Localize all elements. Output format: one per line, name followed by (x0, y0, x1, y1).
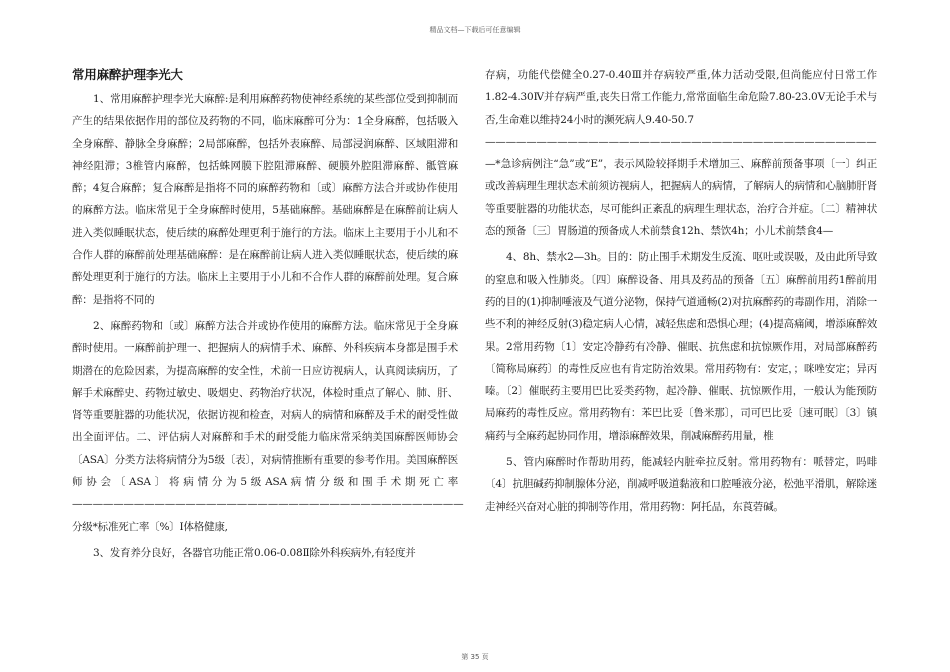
paragraph-4: 4、8h、禁水2—3h。目的：防止围手术期发生反流、呕吐或误吸，及由此所导致的窒息和吸入性肺炎。〔四〕麻醉设备、用具及药品的预备〔五〕麻醉前用药1醉前用药的目的(1)抑制唾液及气道分泌物，保持气道通畅(2)对抗麻醉药的毒副作用，消除一些不利的神经反射(3)稳定病人心情，减轻焦虑和恐惧心理；(4)提高痛阈，增添麻醉效果。2常用药物〔1〕安定冷静药有冷静、催眠、抗焦虑和抗惊厥作用，对局部麻醉药〔简称局麻药〕的毒性反应也有肯定防治效果。常用药物有：安定，；咪唑安定；异丙嗪。〔2〕催眠药主要用巴比妥类药物，起冷静、催眠、抗惊厥作用，一般认为能预防局麻药的毒性反应。常用药物有：苯巴比妥〔鲁米那〕，司可巴比妥〔速可眠〕〔3〕镇痛药与全麻药起协同作用，增添麻醉效果，削减麻醉药用量，椎 (485, 251, 877, 442)
left-column (72, 64, 464, 564)
paragraph-2: 2、麻醉药物和〔或〕麻醉方法合并或协作使用的麻醉方法。临床常见于全身麻醉时使用。一麻醉前护理一、把握病人的病情手术、麻醉、外科疾病本身都是围手术期潜在的危险因素，为提高麻醉的安全性，术前一日应访视病人，认真阅读病历，了解手术麻醉史、药物过敏史、吸烟史、药物治疗状况，体检时重点了解心、肺、肝、肾等重要脏器的功能状况，依据访视和检查，对病人的病情和麻醉及手术的耐受性做出全面评估。二、评估病人对麻醉和手术的耐受能力临床常采纳美国麻醉医师协会〔ASA〕分类方法将病情分为5级〔表〕，对病情推断有重要的参考作用。美国麻醉医师协会〔ASA〕将病情分为5级ASA病情分级和围手术期死亡率——————————————————————————————————————分级*标准死亡率〔%〕Ⅰ体格健康, (72, 319, 464, 533)
paragraph-5: 5、管内麻醉时作帮助用药，能减轻内脏牵拉反射。常用药物有：哌替定，吗啡〔4〕抗胆碱药抑制腺体分泌，削减呼吸道黏液和口腔唾液分泌，松弛平滑肌，解除迷走神经兴奋对心脏的抑制等作用，常用药物：阿托品，东莨菪碱。 (485, 456, 877, 513)
table-rule: —————————————————————————————————————— (485, 135, 877, 148)
page-header: 精品文档—下载后可任意编辑 (429, 26, 521, 34)
paragraph-3-notes: —*急诊病例注“急”或“E”，表示风险较择期手术增加三、麻醉前预备事项〔一〕纠正或改善病理生理状态术前须访视病人，把握病人的病情，了解病人的病情和心脑肺肝肾等重要脏器的功能状态，尽可能纠正紊乱的病理生理状态，治疗合并症。〔二〕精神状态的预备〔三〕胃肠道的预备成人术前禁食12h、禁饮4h；小儿术前禁食4— (485, 158, 877, 238)
page-footer: 第 35 页 (461, 653, 489, 661)
paragraph-3-continued: 存病，功能代偿健全0.27-0.40Ⅲ并存病较严重,体力活动受限,但尚能应付日常工作1.82-4.30Ⅳ并存病严重,丧失日常工作能力,常常面临生命危险7.80-23.0Ⅴ无论手术与否,生命难以维持24小时的濒死病人9.40-50.7 (485, 69, 877, 126)
paragraph-3: 3、发育养分良好，各器官功能正常0.06-0.08Ⅱ除外科疾病外,有轻度并 (93, 546, 416, 559)
document-title: 常用麻醉护理李光大 (72, 67, 183, 82)
right-column (485, 64, 877, 518)
paragraph-1: 1、常用麻醉护理李光大麻醉:是利用麻醉药物使神经系统的某些部位受到抑制而产生的结果依据作用的部位及药物的不同，临床麻醉可分为：1全身麻醉，包括吸入全身麻醉、静脉全身麻醉；2局部麻醉，包括外表麻醉、局部浸润麻醉、区域阻滞和神经阻滞；3椎管内麻醉，包括蛛网膜下腔阻滞麻醉、硬膜外腔阻滞麻醉、骶管麻醉；4复合麻醉；复合麻醉是指将不同的麻醉药物和〔或〕麻醉方法合并或协作使用的麻醉方法。临床常见于全身麻醉时使用，5基础麻醉。基础麻醉是在麻醉前让病人进入类似睡眠状态，使后续的麻醉处理更利于施行的方法。临床上主要用于小儿和不合作人群的麻醉前处理基础麻醉：是在麻醉前让病人进入类似睡眠状态，使后续的麻醉处理更利于施行的方法。临床上主要用于小儿和不合作人群的麻醉前处理。复合麻醉：是指将不同的 (72, 93, 458, 306)
